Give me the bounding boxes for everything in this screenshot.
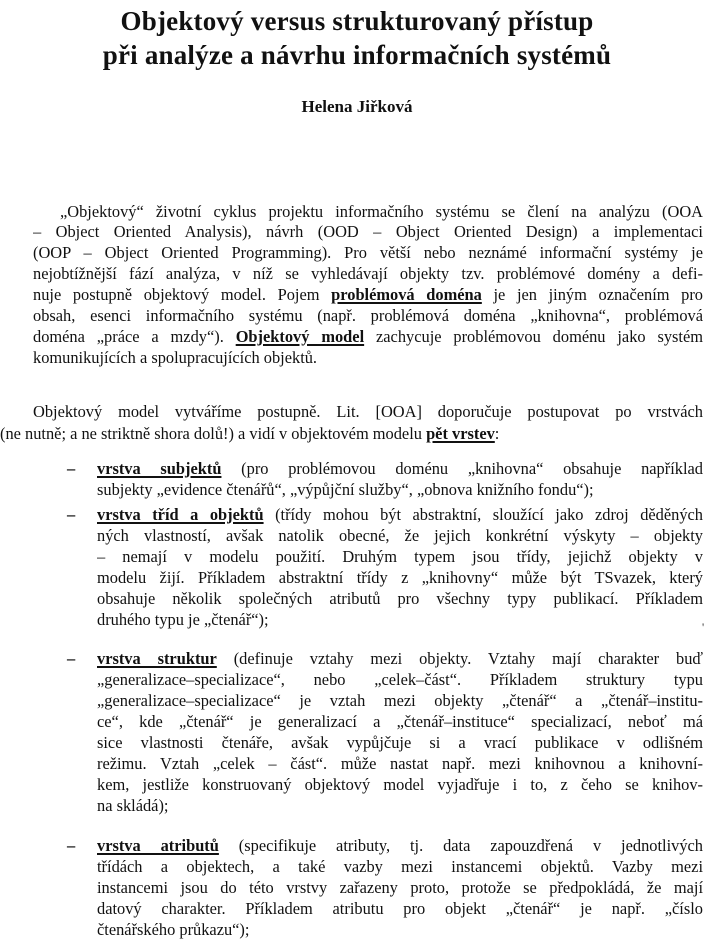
bullet2-line: – nemají v modelu použití. Druhým typem jsou třídy, jejichž objekty v [97,547,703,566]
bullet4-line [97,836,703,856]
bullet4-line: datový charakter. Příkladem atributu pro objekt „čtenář“ je např. „číslo [97,899,703,918]
bullet-dash: – [67,649,76,668]
paragraph1-line: – Object Oriented Analysis), návrh (OOD – Object Oriented Design) a implementaci [33,222,703,241]
bullet3-line: ce“, kde „čtenář“ je generalizací a „čtenář–instituce“ specializací, neboť má [97,712,703,731]
text-span: (definuje vztahy mezi objekty. Vztahy mají charakter buď [216,649,703,668]
margin-mark: ' [702,620,705,634]
bullet-dash: – [67,459,76,478]
bullet3-line: „generalizace–specializace“ je vztah mezi objekty „čtenář“ a „čtenář–institu- [97,691,703,710]
paragraph2-line [0,424,703,444]
title-line-2: při analýze a návrhu informačních systémů [102,40,612,70]
text-span: (třídy mohou být abstraktní, sloužící jako zdroj děděných [263,505,703,524]
bullet3-line: „generalizace–specializace“, nebo „celek–část“. Příkladem struktury typu [97,670,703,689]
text-span: doména „práce a mzdy“). [33,327,236,346]
bullet3-line: režimu. Vztah „celek – část“. může nastat např. mezi knihovnou a knihovní- [97,754,703,773]
bullet1-line: subjekty „evidence čtenářů“, „výpůjční služby“, „obnova knižního fondu“); [97,480,594,499]
text-span: (pro problémovou doménu „knihovna“ obsahuje například [221,459,703,478]
bullet-dash: – [67,836,76,855]
term-pet-vrstev: pět vrstev [426,424,495,443]
bullet4-line: čtenářského průkazu“); [97,920,250,939]
bullet4-line: instancemi jsou do této vrstvy zařazeny proto, protože se předpokládá, že mají [97,878,703,897]
bullet-dash: – [67,505,76,524]
paragraph1-line: obsah, esenci informačního systému (např. problémová doména „knihovna“, problémová [33,306,703,325]
text-span: zachycuje problémovou doménu jako systém [364,327,703,346]
paragraph2-line: Objektový model vytváříme postupně. Lit. [OOA] doporučuje postupovat po vrstvách [33,402,703,421]
bullet2-line: obsahuje několik společných atributů pro všechny typy publikací. Příkladem [97,589,703,608]
bullet2-line: modelu žijí. Příkladem abstraktní třídy z „knihovny“ může být TSvazek, který [97,568,703,587]
term-vrstva-atributu: vrstva atributů [97,836,219,855]
paragraph1-line [33,327,703,347]
term-problemova-domena: problémová doména [331,285,482,304]
bullet3-line: kem, jestliže konstruovaný objektový model vyjadřuje i to, z čeho se knihov- [97,775,703,794]
paragraph1-line: „Objektový“ životní cyklus projektu informačního systému se člení na analýzu (OOA [60,202,703,221]
paragraph1-line: (OOP – Object Oriented Programming). Pro větší nebo neznámé informační systémy je [33,243,703,262]
bullet2-line: ných vlastností, avšak natolik obecné, že jejich konkrétní výskyty – objekty [97,526,703,545]
paragraph1-line: nejobtížnější fází analýza, v níž se vyhledávají objekty tzv. problémové domény a defi- [33,264,703,283]
text-span: : [494,424,500,443]
bullet3-line [97,649,703,669]
term-vrstva-subjektu: vrstva subjektů [97,459,222,478]
bullet3-line: sice vlastnosti čtenáře, avšak vypůjčuje si a vrací publikace v odlišném [97,733,703,752]
title-line-1: Objektový versus strukturovaný přístup [120,6,594,36]
bullet2-line: druhého typu je „čtenář“); [97,610,269,629]
term-objektovy-model: Objektový model [235,327,365,346]
text-span: (ne nutně; a ne striktně shora dolů!) a vidí v objektovém modelu [0,424,427,443]
text-span: je jen jiným označením pro [481,285,703,304]
paragraph1-line [33,285,703,305]
bullet4-line: třídách a objektech, a také vazby mezi instancemi objektů. Vazby mezi [97,857,703,876]
text-span: (specifikuje atributy, tj. data zapouzdřená v jednotlivých [218,836,703,855]
term-vrstva-struktur: vrstva struktur [97,649,217,668]
text-span: nuje postupně objektový model. Pojem [33,285,332,304]
bullet2-line [97,505,703,525]
bullet1-line [97,459,703,479]
author-name: Helena Jiřková [301,97,413,116]
paragraph1-line: komunikujících a spolupracujících objektů. [33,348,318,367]
term-vrstva-trid-a-objektu: vrstva tříd a objektů [97,505,264,524]
bullet3-line: na skládá); [97,796,169,815]
